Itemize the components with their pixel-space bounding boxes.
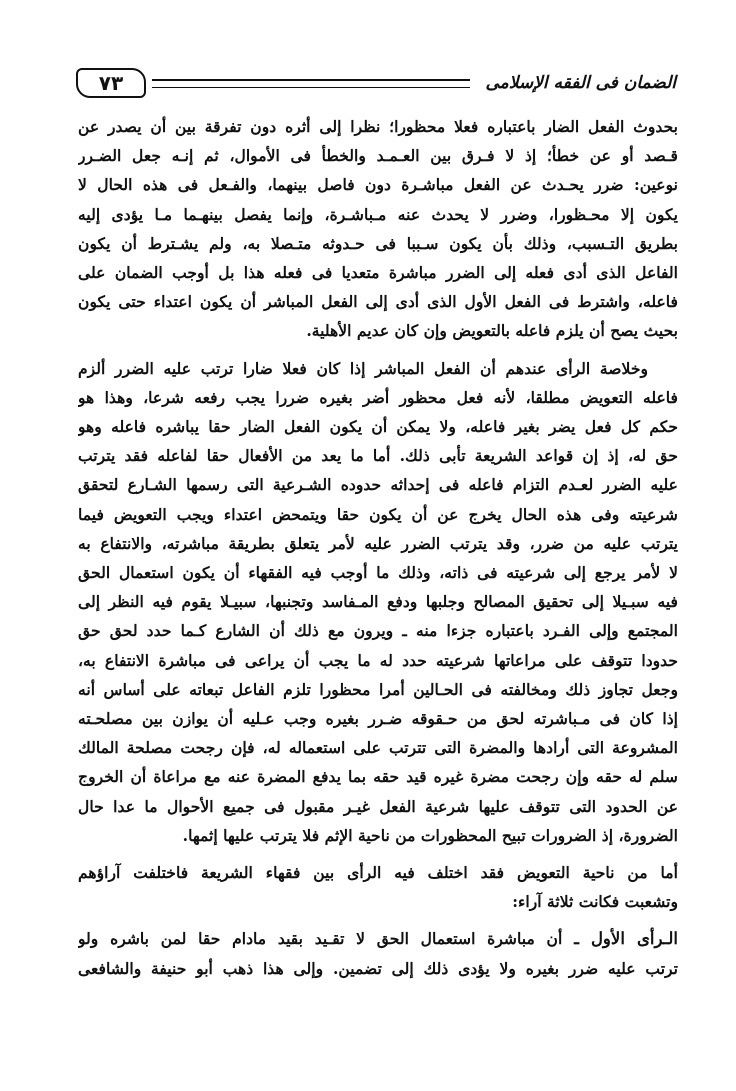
- text-line: شرعيته وفى هذه الحال يخرج عن أن يكون حقا ويتمحض اعتداء ويجب التعويض فيما: [78, 504, 678, 524]
- text-line: الفاعل الذى أدى فعله إلى الضرر مباشرة متعديا فى فعله هذا بل أوجب الضمان على: [78, 263, 678, 283]
- text-line: إذا كان فى مـباشرته لحق من حـقوقه ضـرر بغيره وجب عـليه أن يوازن بين مصلحـته: [78, 709, 678, 729]
- text-line: بطريق التـسبب، وذلك بأن يكون سـببا فى حـدوثه متـصلا به، ولم يشـترط أن يكون: [78, 233, 678, 253]
- page-number: ٧٣: [76, 68, 146, 98]
- text-line: أما من ناحية التعويض فقد اختلف فيه الرأى بين فقهاء الشريعة فاختلفت آراؤهم: [78, 863, 678, 883]
- text-line: يترتب عليه من ضرر، وقد يترتب الضرر عليه لأمر يتعلق بطريقة مباشرته، والانتفاع به: [78, 533, 678, 553]
- text-line: عليه الضرر لعـدم التزام فاعله فى إحداثه حدوده الشـرعية التى رسمها الشـارع لتحقق: [78, 475, 678, 495]
- page-header: [76, 66, 676, 100]
- text-line: لا لأمر يرجع إلى شرعيته فى ذاته، وذلك ما أوجب فيه الفقهاء أن يكون استعمال الحق: [78, 563, 678, 583]
- header-rule: [152, 79, 470, 88]
- text-line: المشروعة التى أرادها والمضرة التى تترتب على استعماله له، فإن رجحت مصلحة المالك: [78, 738, 678, 758]
- running-title: الضمان فى الفقه الإسلامى: [485, 73, 676, 93]
- paragraph-4: [78, 924, 678, 982]
- text-line: وتشعبت فكانت ثلاثة آراء:: [512, 892, 678, 912]
- text-line: حكم كل فعل يضر بغير فاعله، ولا يمكن أن يكون الفعل الضار حقا يباشره فاعله وهو: [78, 417, 678, 437]
- text-line: الضرورة، إذ الضرورات تبيح المحظورات من ناحية الإثم فلا يترتب عليها إثمها.: [182, 825, 678, 845]
- text-line: [78, 924, 678, 953]
- text-line: حدودا تتوقف على مراعاتها شرعيته حدد له ما يجب أن يراعى فى مباشرة الانتفاع به،: [78, 650, 678, 670]
- paragraph-2: [78, 354, 678, 850]
- text-line: حق له، إذ إن قواعد الشريعة تأبى ذلك. أما ما يعد من الأفعال حقا لفاعله فقد يترتب: [78, 446, 678, 466]
- opinion-heading: الـرأى الأول ـ: [574, 929, 678, 949]
- text-fragment: أن مباشرة استعمال الحق لا تقـيد بقيد مادام حقا لمن باشره ولو: [78, 929, 563, 949]
- text-line: نوعين: ضرر يحـدث عن الفعل مباشـرة دون فاصل بينهما، والفـعل فى هذه الحال لا: [78, 175, 678, 195]
- text-line: المجتمع وإلى الفـرد باعتباره جزءا منه ـ ويرون مع ذلك أن الشارع كـما حدد لحق حق: [78, 621, 678, 641]
- text-line: يكون إلا محـظورا، وضرر لا يحدث عنه مـباشـرة، وإنما يفصل بينهـما مـا يؤدى إليه: [78, 204, 678, 224]
- text-line: عن الحدود التى تتوقف عليها شرعية الفعل غيـر مقبول فى جميع الأحوال ما عدا حال: [78, 796, 678, 816]
- text-line: ترتب عليه ضرر بغيره ولا يؤدى ذلك إلى تضمين. وإلى هذا ذهب أبو حنيفة والشافعى: [78, 958, 678, 978]
- text-line: فاعله، واشترط فى الفعل الأول الذى أدى إلى الفعل المباشر أن يكون اعتداء حتى يكون: [78, 292, 678, 312]
- text-line: بحيث يصح أن يلزم فاعله بالتعويض وإن كان عديم الأهلية.: [306, 321, 678, 341]
- paragraph-3: [78, 858, 678, 916]
- paragraph-1: [78, 112, 678, 346]
- text-line: سلم له حقه وإن رجحت مضرة غيره قيد حقه بما يدفع المضرة عنه مع مراعاة أن الخروج: [78, 767, 678, 787]
- text-line: وخلاصة الرأى عندهم أن الفعل المباشر إذا كان فعلا ضارا ترتب عليه الضرر ألزم: [78, 358, 648, 378]
- text-line: وجعل تجاوز ذلك ومخالفته فى الحـالين أمرا محظورا تلزم الفاعل تبعاته على أساس أنه: [78, 679, 678, 699]
- body-text: [78, 112, 678, 983]
- text-line: بحدوث الفعل الضار باعتباره فعلا محظورا؛ نظرا إلى أثره دون تفرقة بين أن يصدر عن: [78, 117, 678, 136]
- text-line: فاعله التعويض مطلقا، لأنه فعل محظور أضر بغيره ضررا يجب رفعه شرعا، وهذا هو: [78, 387, 678, 407]
- text-line: قـصد أو عن خطأ؛ إذ لا فـرق بين العـمـد والخطأ فى الأموال، ثم إنـه جعل الضـرر: [78, 146, 678, 166]
- text-line: فيه سبـيلا إلى تحقيق المصالح وجلبها ودفع المـفاسد وتجنبها، سبيـلا يقوم فيه النظر إلى: [78, 592, 678, 612]
